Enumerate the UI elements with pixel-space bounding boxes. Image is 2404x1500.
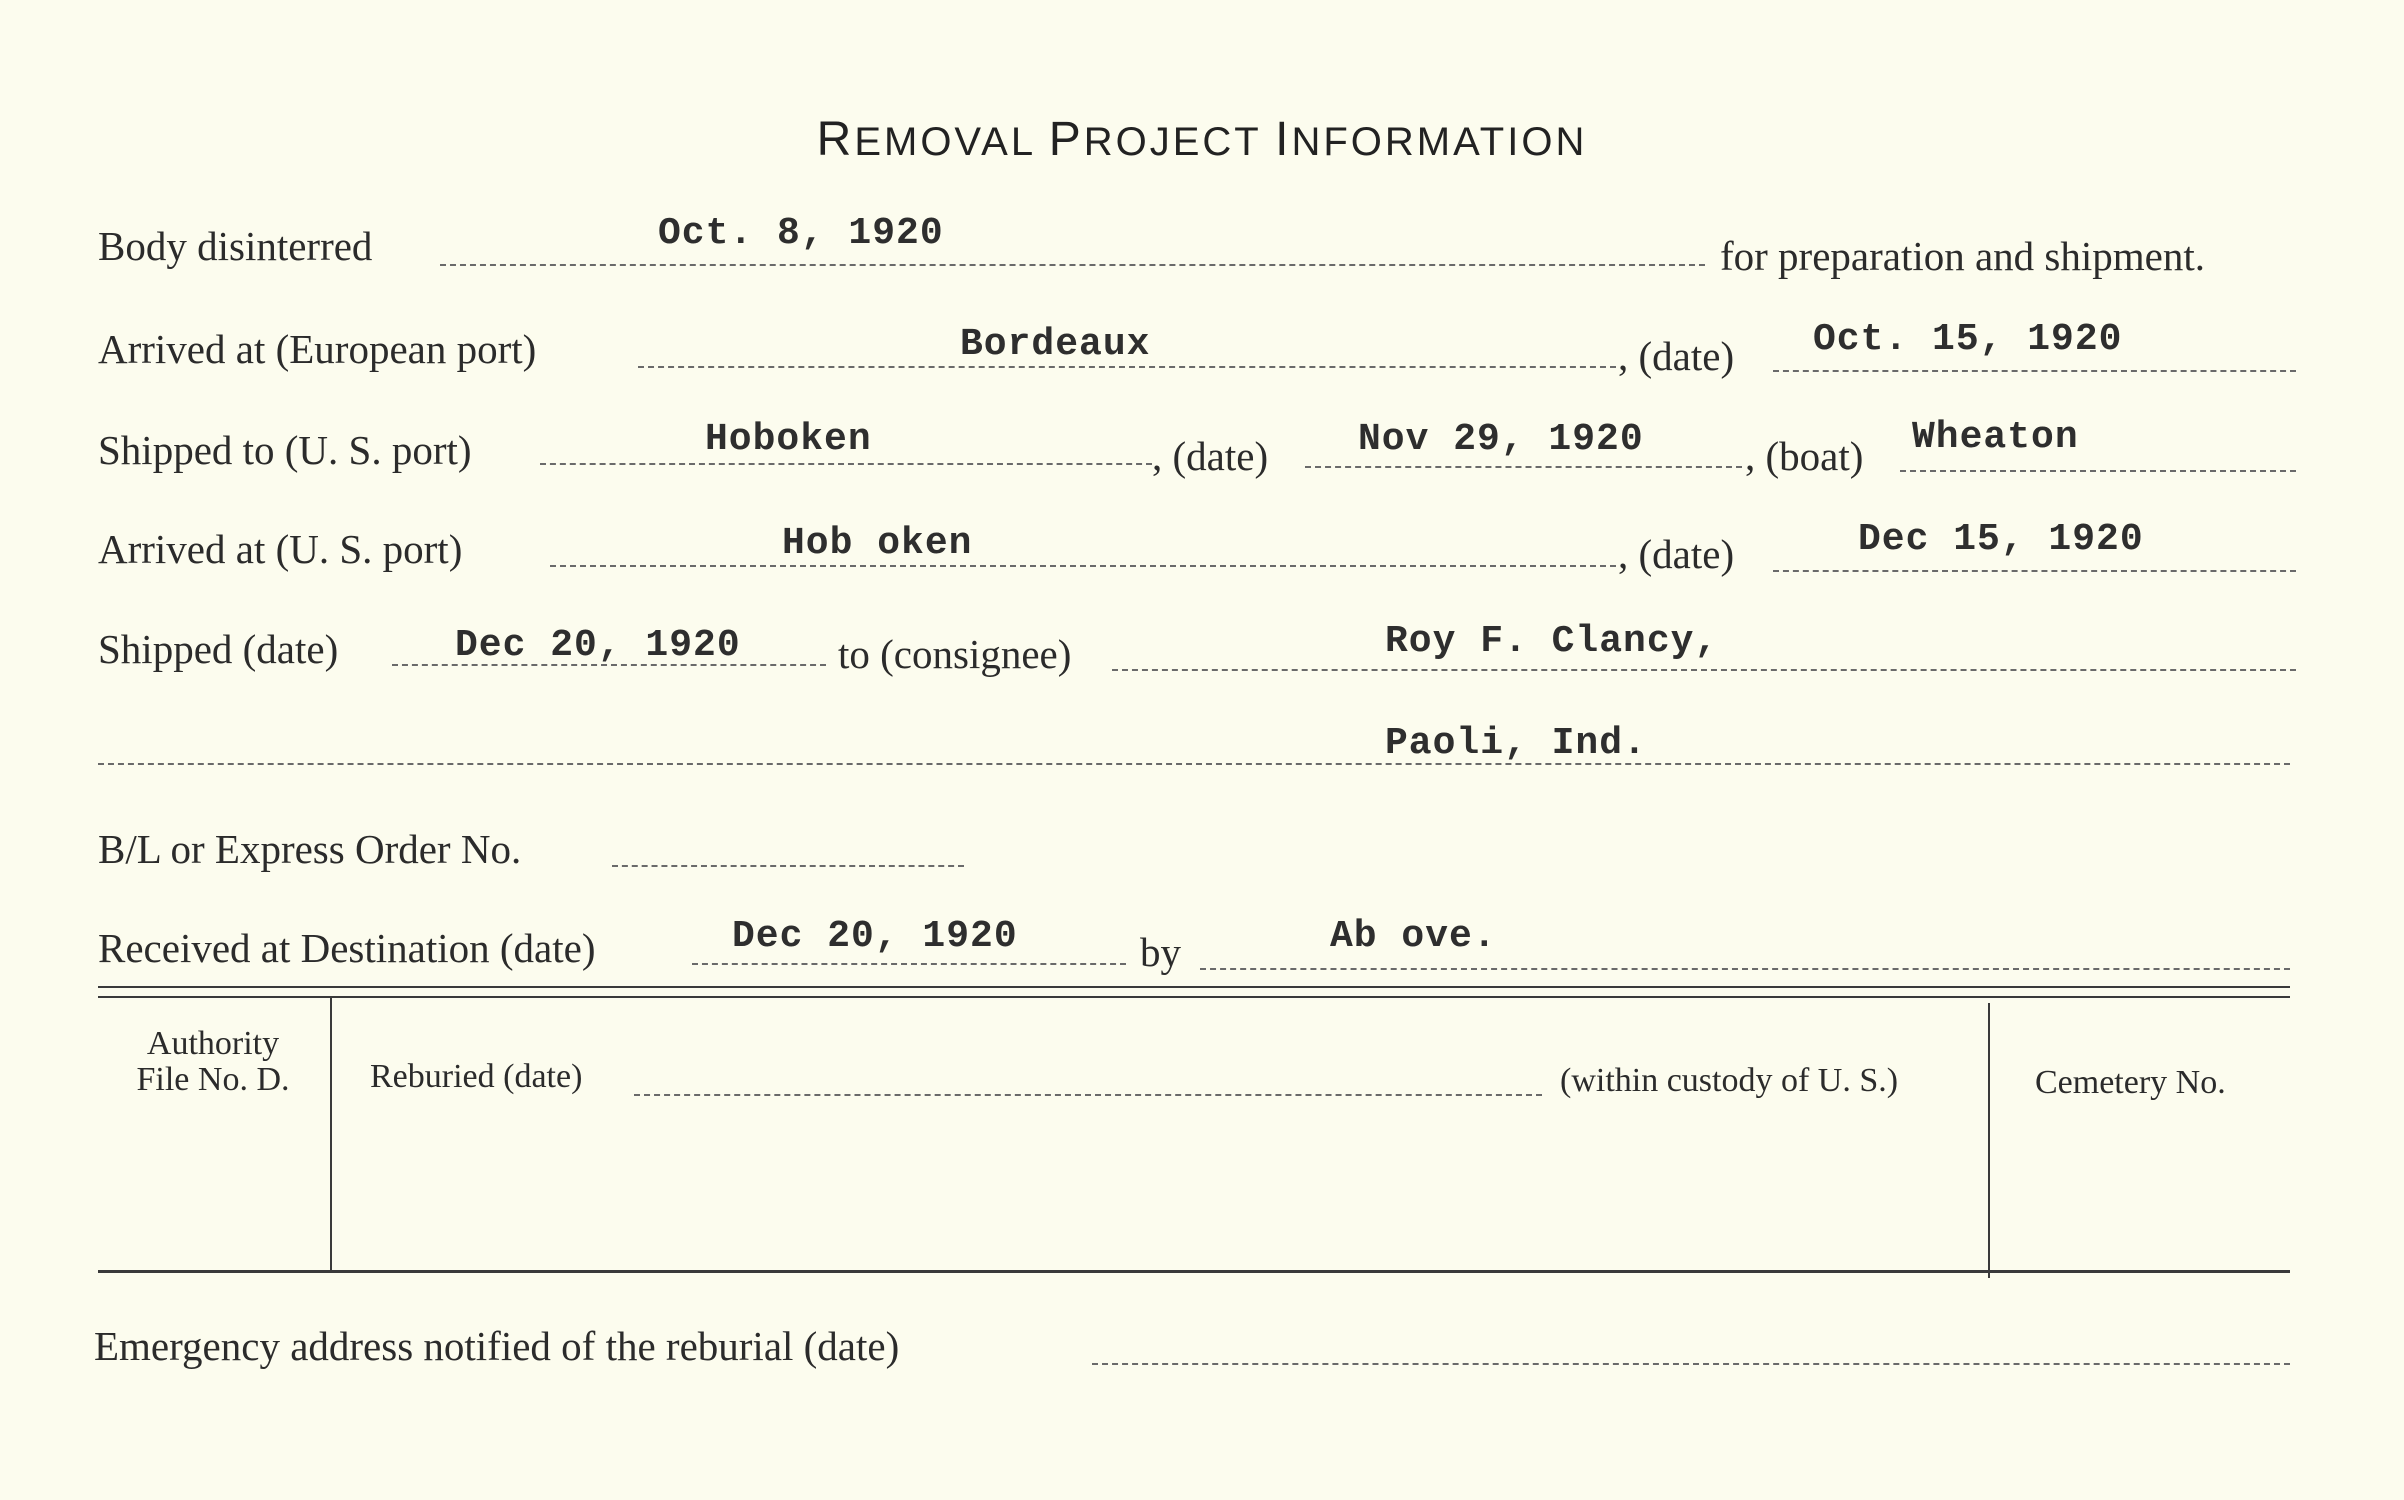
box-top-rule-inner [98,996,2290,998]
title-part: ROJECT [1083,120,1276,164]
authority-file-label [98,1026,328,1098]
title-part: EMOVAL [854,120,1049,164]
arrived-us-port-label: Arrived at (U. S. port) [98,526,463,572]
file-no-label: File No. D. [136,1061,290,1098]
title-part: R [816,113,855,166]
shipped-date-row-label: Shipped (date) [98,626,339,672]
preparation-shipment-label: for preparation and shipment. [1720,233,2206,279]
bl-express-order-line [612,865,964,867]
european-date-line [1773,370,2296,372]
title-part: P [1048,113,1084,166]
boat-value: Wheaton [1912,416,2079,459]
bl-express-order-label: B/L or Express Order No. [98,826,522,872]
european-port-value: Bordeaux [960,323,1151,366]
emergency-address-label: Emergency address notified of the reburial (date) [94,1323,900,1369]
consignee-line-1 [1112,669,2296,671]
emergency-address-line [1092,1363,2290,1365]
shipped-date-row-value: Dec 20, 1920 [455,624,741,667]
box-bottom-rule [98,1270,2290,1273]
arrived-us-port-line [550,565,1616,567]
consignee-name: Roy F. Clancy, [1385,620,1719,663]
european-date-value: Oct. 15, 1920 [1813,318,2123,361]
boat-line [1900,470,2296,472]
received-destination-label: Received at Destination (date) [98,925,596,971]
box-divider-right [1988,1003,1990,1278]
shipped-date-value: Nov 29, 1920 [1358,418,1644,461]
received-destination-value: Dec 20, 1920 [732,915,1018,958]
box-divider-left [330,998,332,1270]
custody-label: (within custody of U. S.) [1560,1062,1899,1099]
body-disinterred-value: Oct. 8, 1920 [658,212,944,255]
consignee-address: Paoli, Ind. [1385,722,1647,765]
arrived-date-value: Dec 15, 1920 [1858,518,2144,561]
box-top-rule [98,986,2290,988]
authority-label: Authority [146,1025,280,1062]
title-part: NFORMATION [1291,120,1588,164]
shipped-date-label: , (date) [1152,433,1269,479]
shipped-to-us-port-label: Shipped to (U. S. port) [98,427,472,473]
received-by-line [1200,968,2290,970]
cemetery-no-label: Cemetery No. [2035,1064,2226,1101]
european-date-label: , (date) [1618,333,1735,379]
body-disinterred-label: Body disinterred [98,223,373,269]
european-port-label: Arrived at (European port) [98,326,537,372]
shipped-to-us-port-line [540,463,1152,465]
shipped-date-line [1305,466,1742,468]
received-by-label: by [1140,929,1181,975]
consignee-line-2 [98,763,2290,765]
boat-label: , (boat) [1745,433,1864,479]
arrived-date-line [1773,570,2296,572]
title-part: I [1275,113,1292,166]
european-port-line [638,366,1616,368]
reburied-line [634,1094,1542,1096]
consignee-label: to (consignee) [838,631,1072,677]
body-disinterred-line [440,264,1705,266]
shipped-to-us-port-value: Hoboken [705,418,872,461]
arrived-us-port-value: Hob oken [782,522,973,565]
reburied-label: Reburied (date) [370,1058,583,1095]
form-title [0,112,2404,167]
arrived-date-label: , (date) [1618,531,1735,577]
received-by-value: Ab ove. [1330,915,1497,958]
received-destination-line [692,963,1126,965]
